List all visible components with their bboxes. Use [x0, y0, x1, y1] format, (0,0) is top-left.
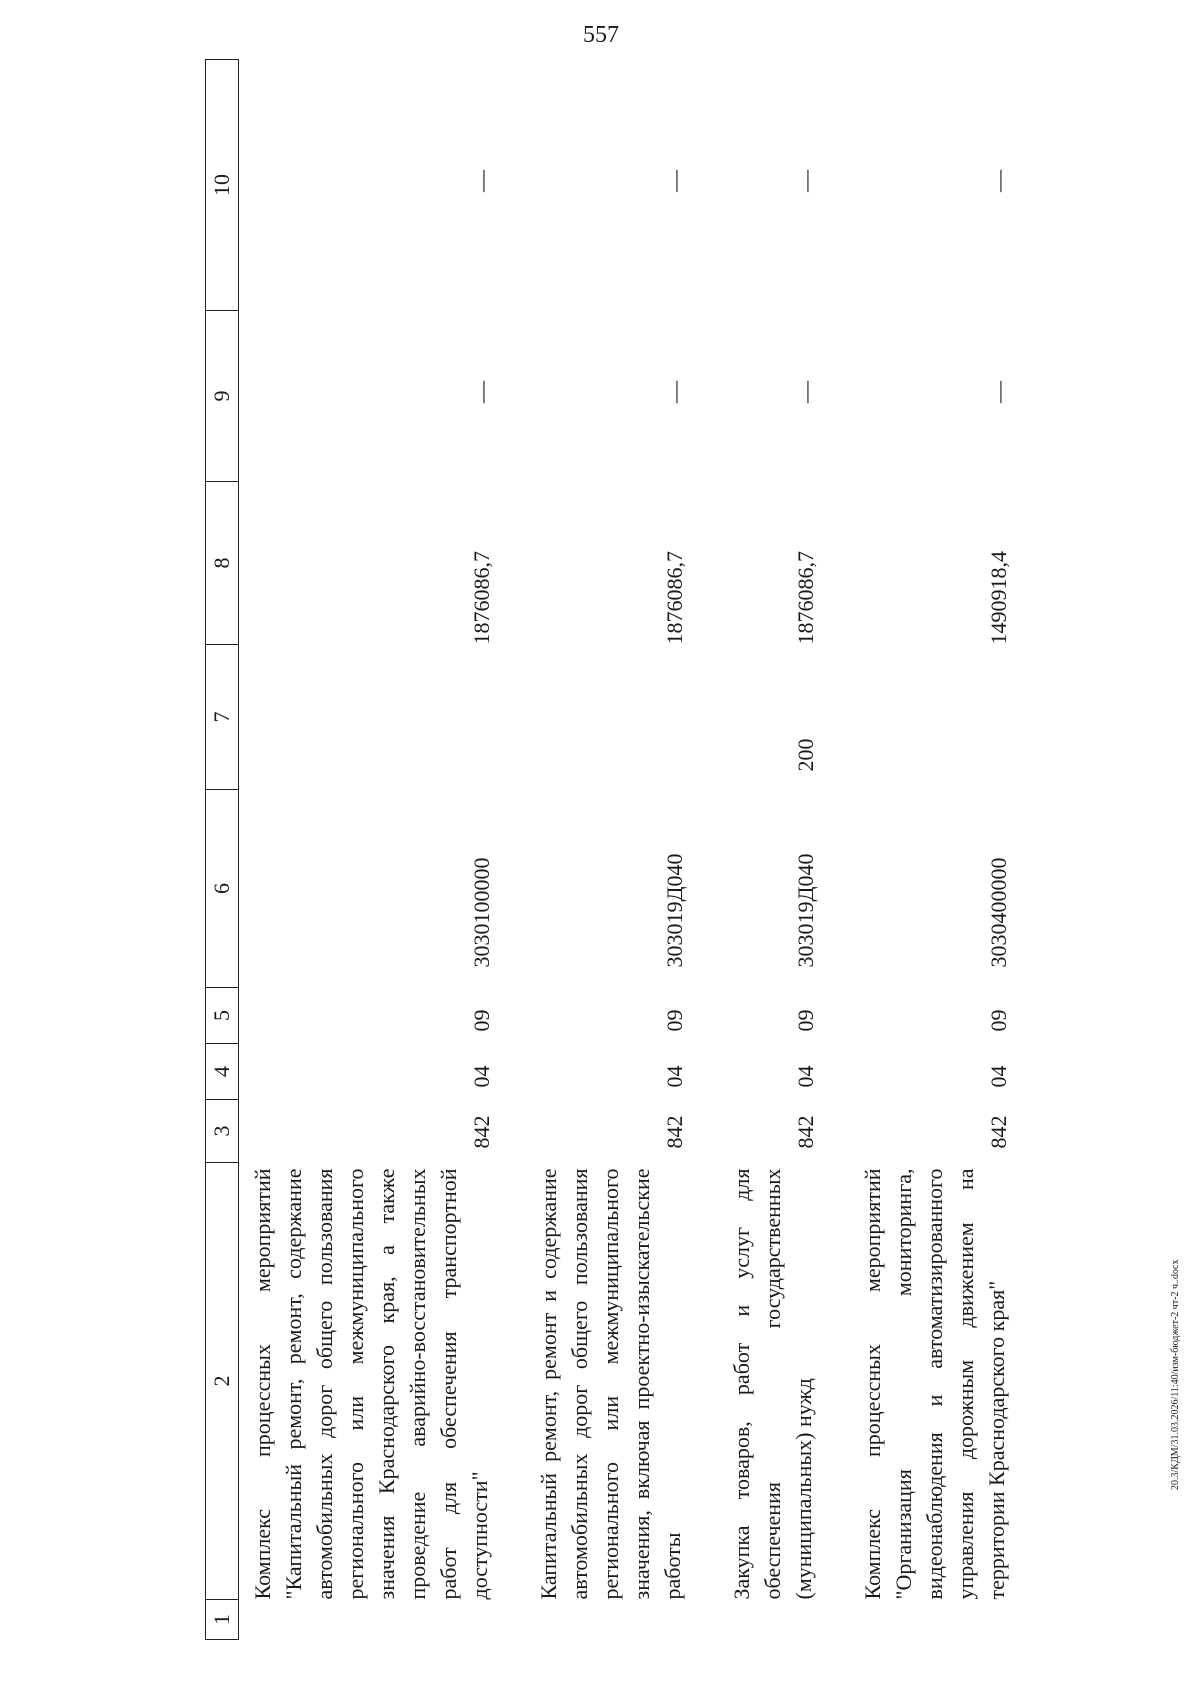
document-footer-code: 20.3/КДМ/31.03.2026/11:40/изм-бюджет-2 чт-2 ч..docx: [1170, 1259, 1181, 1490]
table-header-row: [206, 60, 239, 1640]
row-description: Комплекс процессных мероприятий "Капитальный ремонт, ремонт, содержание автомобильных дорог общего пользования регионального или межмуниципального значения Краснодарского края, а также проведение аварийно-восстановительных работ для обеспечения транспортной доступности": [250, 1168, 492, 1600]
cell-col-3: 842: [793, 1115, 818, 1149]
cell-col-10: —: [986, 170, 1011, 192]
row-description: Комплекс процессных мероприятий "Организация мониторинга, видеонаблюдения и автоматизированного управления дорожным движением на территории Краснодарского края": [860, 1168, 1009, 1600]
cell-col-9: —: [662, 381, 687, 403]
cell-col-9: —: [986, 381, 1011, 403]
header-col-10: 10: [206, 60, 239, 311]
row-description: Капитальный ремонт, ремонт и содержание автомобильных дорог общего пользования регионального или межмуниципального значения, включая проектно-изыскательские работы: [536, 1168, 685, 1600]
cell-col-4: 04: [986, 1065, 1011, 1088]
cell-col-10: —: [793, 170, 818, 192]
budget-table-rotated: [205, 60, 1014, 1640]
table-row: [525, 60, 690, 1640]
cell-col-6: 303019Д040: [793, 853, 818, 968]
cell-col-8: 1490918,4: [986, 551, 1011, 645]
header-col-1: 1: [206, 1600, 239, 1640]
cell-col-5: 09: [986, 1009, 1011, 1032]
cell-col-3: 842: [469, 1115, 494, 1149]
cell-col-8: 1876086,7: [469, 551, 494, 645]
table-row: [849, 60, 1014, 1640]
cell-col-9: —: [469, 381, 494, 403]
header-col-2: 2: [206, 1163, 239, 1600]
cell-col-7: [525, 645, 690, 790]
header-col-5: 5: [206, 988, 239, 1044]
cell-col-10: —: [469, 170, 494, 192]
cell-col-9: —: [793, 381, 818, 403]
cell-col-8: 1876086,7: [793, 551, 818, 645]
header-col-6: 6: [206, 790, 239, 988]
header-col-8: 8: [206, 482, 239, 645]
table-row: [718, 60, 821, 1640]
cell-col-7: [849, 645, 1014, 790]
row-description: Закупка товаров, работ и услуг для обеспечения государственных (муниципальных) нужд: [729, 1168, 816, 1600]
cell-col-3: 842: [986, 1115, 1011, 1149]
cell-col-6: 3030400000: [986, 857, 1011, 968]
cell-col-10: —: [662, 170, 687, 192]
cell-col-3: 842: [662, 1115, 687, 1149]
table-row: [239, 60, 498, 1640]
cell-col-5: 09: [793, 1009, 818, 1032]
cell-col-4: 04: [469, 1065, 494, 1088]
cell-col-7: 200: [793, 738, 818, 772]
budget-table: [205, 59, 1014, 1640]
cell-col-8: 1876086,7: [662, 551, 687, 645]
cell-col-5: 09: [469, 1009, 494, 1032]
cell-col-7: [239, 645, 498, 790]
cell-col-6: 3030100000: [469, 857, 494, 968]
header-col-9: 9: [206, 311, 239, 482]
cell-col-4: 04: [662, 1065, 687, 1088]
cell-col-5: 09: [662, 1009, 687, 1032]
header-col-7: 7: [206, 645, 239, 790]
cell-col-6: 303019Д040: [662, 853, 687, 968]
page-number: 557: [583, 22, 619, 48]
cell-col-4: 04: [793, 1065, 818, 1088]
header-col-3: 3: [206, 1100, 239, 1163]
header-col-4: 4: [206, 1044, 239, 1100]
